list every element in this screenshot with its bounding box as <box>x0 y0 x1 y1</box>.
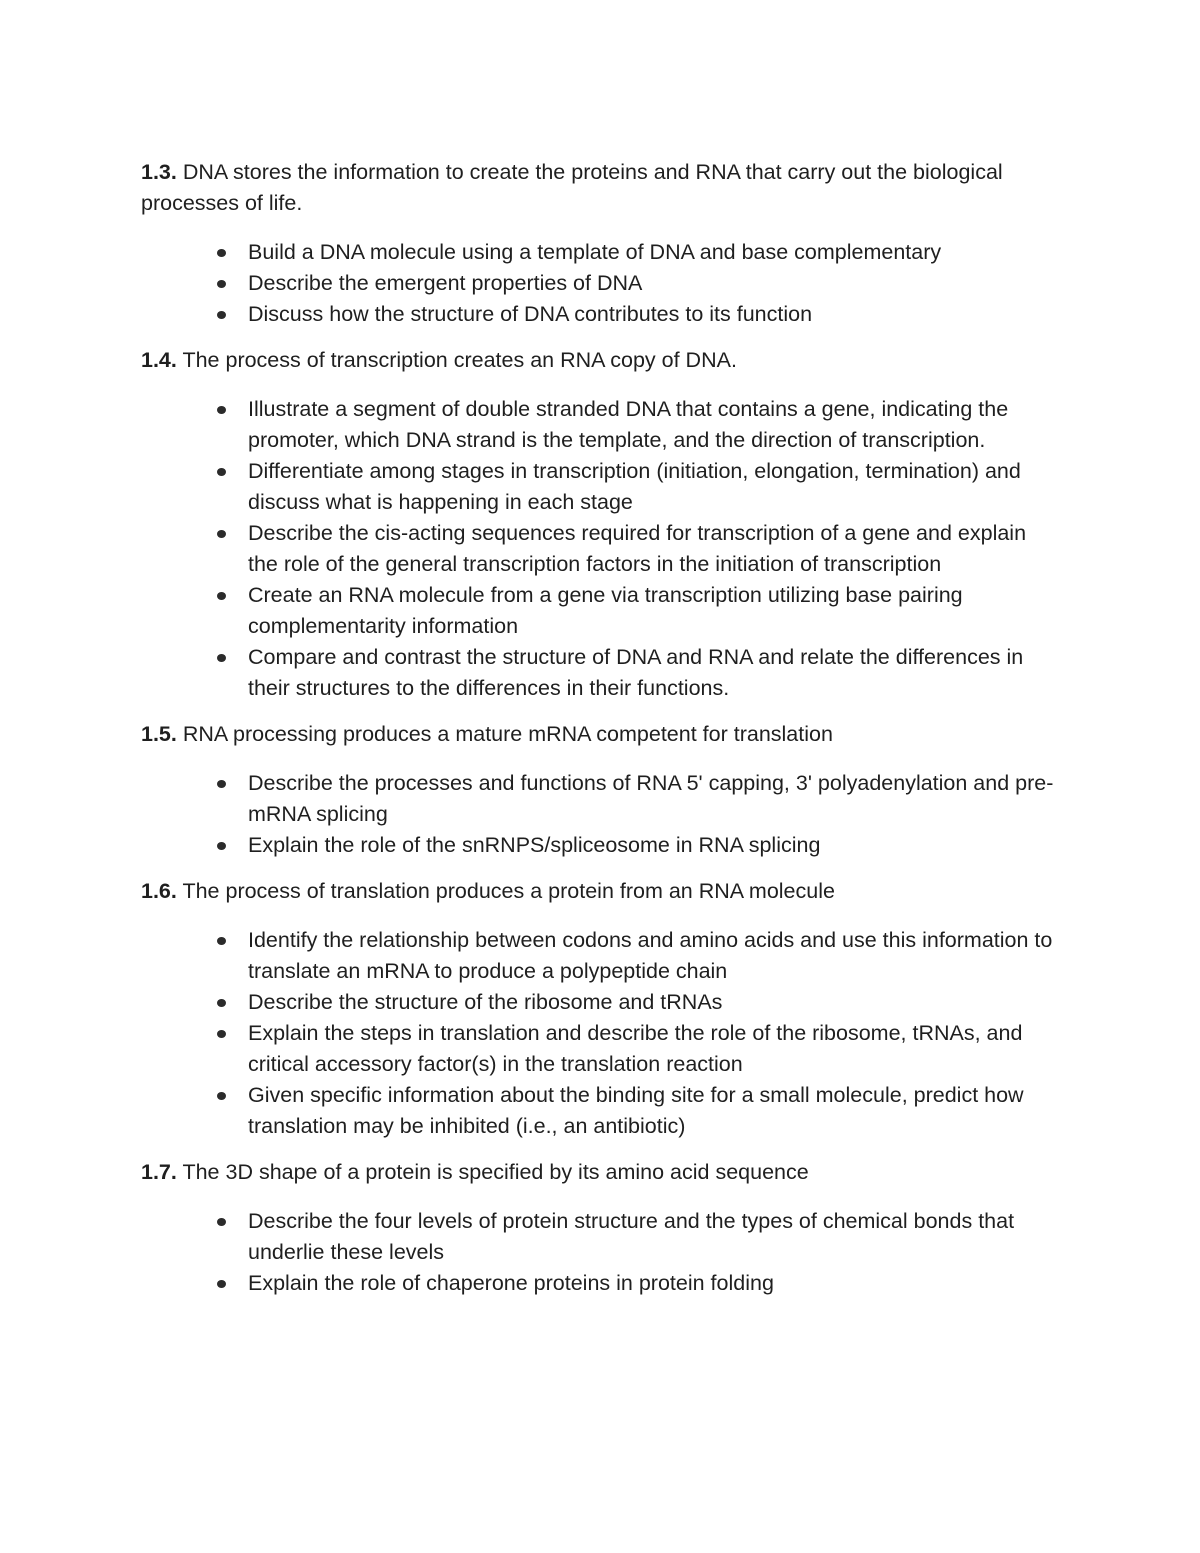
section-1-4 <box>141 345 1061 704</box>
section-number: 1.6. <box>141 879 177 903</box>
section-heading <box>141 876 1061 907</box>
section-heading <box>141 719 1061 750</box>
bullet-icon <box>217 1030 226 1038</box>
bullet-icon <box>217 406 226 414</box>
section-1-3 <box>141 157 1061 330</box>
objective-list <box>141 768 1061 861</box>
bullet-icon <box>217 311 226 319</box>
bullet-icon <box>217 1218 226 1226</box>
list-item <box>141 299 1061 330</box>
bullet-icon <box>217 249 226 257</box>
bullet-icon <box>217 780 226 788</box>
list-item <box>141 237 1061 268</box>
section-heading <box>141 1157 1061 1188</box>
list-item-text: Given specific information about the binding site for a small molecule, predict how translation may be inhibited (i.e., an antibiotic) <box>248 1083 1024 1138</box>
bullet-icon <box>217 1280 226 1288</box>
list-item <box>141 580 1061 642</box>
list-item <box>141 1206 1061 1268</box>
list-item <box>141 1018 1061 1080</box>
section-text: DNA stores the information to create the proteins and RNA that carry out the biological processes of life. <box>141 160 1003 215</box>
section-1-6 <box>141 876 1061 1142</box>
section-text: The 3D shape of a protein is specified by its amino acid sequence <box>176 1160 809 1184</box>
list-item-text: Explain the role of chaperone proteins in protein folding <box>248 1271 774 1295</box>
list-item <box>141 830 1061 861</box>
bullet-icon <box>217 937 226 945</box>
section-number: 1.5. <box>141 722 177 746</box>
list-item-text: Explain the steps in translation and describe the role of the ribosome, tRNAs, and critical accessory factor(s) in the translation reaction <box>248 1021 1023 1076</box>
list-item <box>141 768 1061 830</box>
objective-list <box>141 237 1061 330</box>
list-item-text: Identify the relationship between codons and amino acids and use this information to translate an mRNA to produce a polypeptide chain <box>248 928 1053 983</box>
bullet-icon <box>217 654 226 662</box>
bullet-icon <box>217 280 226 288</box>
bullet-icon <box>217 530 226 538</box>
list-item-text: Describe the emergent properties of DNA <box>248 271 643 295</box>
list-item-text: Discuss how the structure of DNA contributes to its function <box>248 302 813 326</box>
bullet-icon <box>217 999 226 1007</box>
list-item-text: Build a DNA molecule using a template of DNA and base complementary <box>248 240 942 264</box>
list-item-text: Illustrate a segment of double stranded DNA that contains a gene, indicating the promoter, which DNA strand is the template, and the direction of transcription. <box>248 397 1009 452</box>
section-1-7 <box>141 1157 1061 1299</box>
list-item <box>141 456 1061 518</box>
list-item-text: Describe the cis-acting sequences required for transcription of a gene and explain the role of the general transcription factors in the initiation of transcription <box>248 521 1027 576</box>
section-number: 1.4. <box>141 348 177 372</box>
list-item <box>141 925 1061 987</box>
list-item <box>141 394 1061 456</box>
bullet-icon <box>217 468 226 476</box>
section-text: The process of translation produces a protein from an RNA molecule <box>176 879 835 903</box>
list-item <box>141 1268 1061 1299</box>
list-item <box>141 987 1061 1018</box>
bullet-icon <box>217 842 226 850</box>
list-item <box>141 642 1061 704</box>
objective-list <box>141 394 1061 704</box>
list-item <box>141 268 1061 299</box>
bullet-icon <box>217 592 226 600</box>
section-text: RNA processing produces a mature mRNA competent for translation <box>176 722 833 746</box>
list-item-text: Explain the role of the snRNPS/spliceosome in RNA splicing <box>248 833 821 857</box>
bullet-icon <box>217 1092 226 1100</box>
section-heading <box>141 345 1061 376</box>
section-number: 1.3. <box>141 160 177 184</box>
list-item-text: Describe the processes and functions of RNA 5' capping, 3' polyadenylation and pre-mRNA splicing <box>248 771 1054 826</box>
list-item-text: Create an RNA molecule from a gene via transcription utilizing base pairing complementarity information <box>248 583 963 638</box>
list-item-text: Describe the structure of the ribosome and tRNAs <box>248 990 723 1014</box>
objective-list <box>141 1206 1061 1299</box>
section-1-5 <box>141 719 1061 861</box>
list-item <box>141 518 1061 580</box>
section-number: 1.7. <box>141 1160 177 1184</box>
objective-list <box>141 925 1061 1142</box>
list-item-text: Compare and contrast the structure of DNA and RNA and relate the differences in their structures to the differences in their functions. <box>248 645 1024 700</box>
list-item-text: Describe the four levels of protein structure and the types of chemical bonds that underlie these levels <box>248 1209 1015 1264</box>
section-text: The process of transcription creates an RNA copy of DNA. <box>176 348 737 372</box>
list-item-text: Differentiate among stages in transcription (initiation, elongation, termination) and discuss what is happening in each stage <box>248 459 1021 514</box>
document-page <box>141 157 1061 1314</box>
section-heading <box>141 157 1061 219</box>
list-item <box>141 1080 1061 1142</box>
